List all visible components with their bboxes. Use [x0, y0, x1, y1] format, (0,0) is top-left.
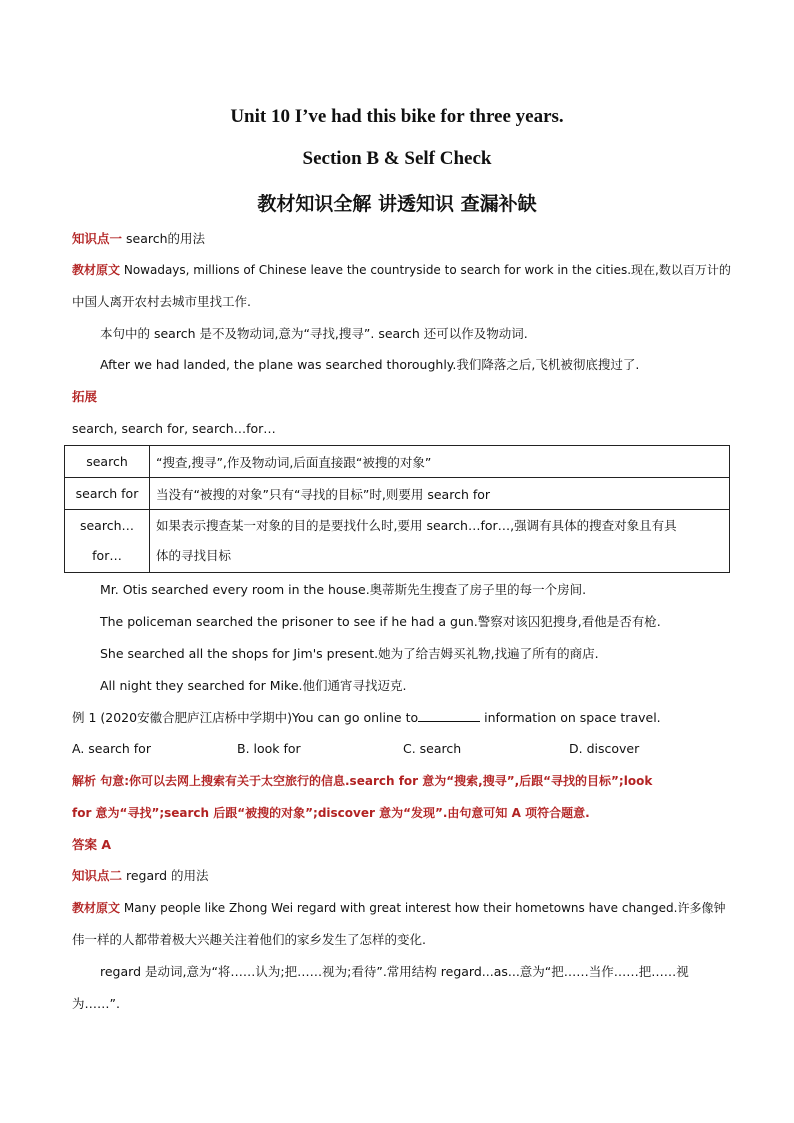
analysis-text: 句意:你可以去网上搜索有关于太空旅行的信息.search for 意为“搜索,搜寻”,后跟“寻找的目标”;look [100, 774, 653, 788]
table-key: search for [65, 478, 150, 510]
option-a: A. search for [72, 741, 151, 756]
analysis-label: 解析 [72, 774, 97, 788]
kp2-source-line1 [72, 900, 732, 916]
exercise-stem [72, 709, 732, 726]
section-title: Section B & Self Check [302, 148, 492, 169]
answer-label: 答案 [72, 837, 98, 852]
analysis-line1 [72, 773, 732, 789]
kp2-source-label: 教材原文 [72, 901, 121, 915]
kp1-example: After we had landed, the plane was searched thoroughly.我们降落之后,飞机被彻底搜过了. [100, 357, 640, 372]
table-row [65, 510, 730, 573]
table-key: search [65, 446, 150, 478]
example-sentence: Mr. Otis searched every room in the house.奥蒂斯先生搜查了房子里的每一个房间. [100, 582, 587, 597]
table-value-line2: 体的寻找目标 [156, 548, 232, 563]
subtitle: 教材知识全解 讲透知识 查漏补缺 [257, 193, 537, 215]
kp2-explain-line2: 为……”. [72, 996, 120, 1011]
answer-blank [418, 709, 480, 722]
table-value-line1: 如果表示搜查某一对象的目的是要找什么时,要用 search…for…,强调有具体的搜查对象且有具 [156, 518, 677, 533]
kp1-explain: 本句中的 search 是不及物动词,意为“寻找,搜寻”. search 还可以作及物动词. [100, 326, 528, 341]
kp1-source-line2: 中国人离开农村去城市里找工作. [72, 294, 251, 309]
table-value: “搜查,搜寻”,作及物动词,后面直接跟“被搜的对象” [150, 446, 730, 478]
kp2-heading-text: regard 的用法 [126, 868, 209, 883]
exercise-stem-before: 例 1 (2020安徽合肥庐江店桥中学期中)You can go online to [72, 710, 419, 725]
kp2-heading [72, 868, 732, 884]
kp2-source-line2: 伟一样的人都带着极大兴趣关注着他们的家乡发生了怎样的变化. [72, 932, 426, 947]
option-d: D. discover [569, 741, 640, 756]
answer-value: A [101, 837, 112, 852]
kp2-explain-line1: regard 是动词,意为“将……认为;把……视为;看待”.常用结构 regard...as...意为“把……当作……把……视 [100, 964, 689, 979]
option-c: C. search [403, 741, 462, 756]
exercise-stem-after: information on space travel. [480, 710, 661, 725]
expand-label: 拓展 [72, 389, 98, 404]
example-sentence: The policeman searched the prisoner to see if he had a gun.警察对该囚犯搜身,看他是否有枪. [100, 614, 661, 629]
table-row [65, 446, 730, 478]
table-key: search…for… [65, 510, 150, 573]
table-row [65, 478, 730, 510]
unit-title: Unit 10 I’ve had this bike for three years. [230, 106, 564, 127]
example-sentence: She searched all the shops for Jim's present.她为了给吉姆买礼物,找遍了所有的商店. [100, 646, 599, 661]
kp1-source-line1 [72, 262, 732, 278]
table-value: 当没有“被搜的对象”只有“寻找的目标”时,则要用 search for [150, 478, 730, 510]
kp1-heading-text: search的用法 [126, 231, 206, 246]
table-value [150, 510, 730, 573]
option-b: B. look for [237, 741, 301, 756]
example-sentence: All night they searched for Mike.他们通宵寻找迈克. [100, 678, 407, 693]
kp2-label: 知识点二 [72, 868, 123, 883]
kp1-source-label: 教材原文 [72, 263, 121, 277]
analysis-line2: for 意为“寻找”;search 后跟“被搜的对象”;discover 意为“发现”.由句意可知 A 项符合题意. [72, 806, 590, 820]
kp2-source-text: Many people like Zhong Wei regard with great interest how their hometowns have changed.许多像钟 [123, 901, 726, 915]
kp1-heading [72, 231, 732, 247]
answer-line [72, 837, 732, 853]
usage-table [64, 445, 730, 573]
expand-forms: search, search for, search…for… [72, 421, 276, 436]
kp1-source-text: Nowadays, millions of Chinese leave the countryside to search for work in the cities.现在,数以百万计的 [123, 263, 731, 277]
kp1-label: 知识点一 [72, 231, 123, 246]
